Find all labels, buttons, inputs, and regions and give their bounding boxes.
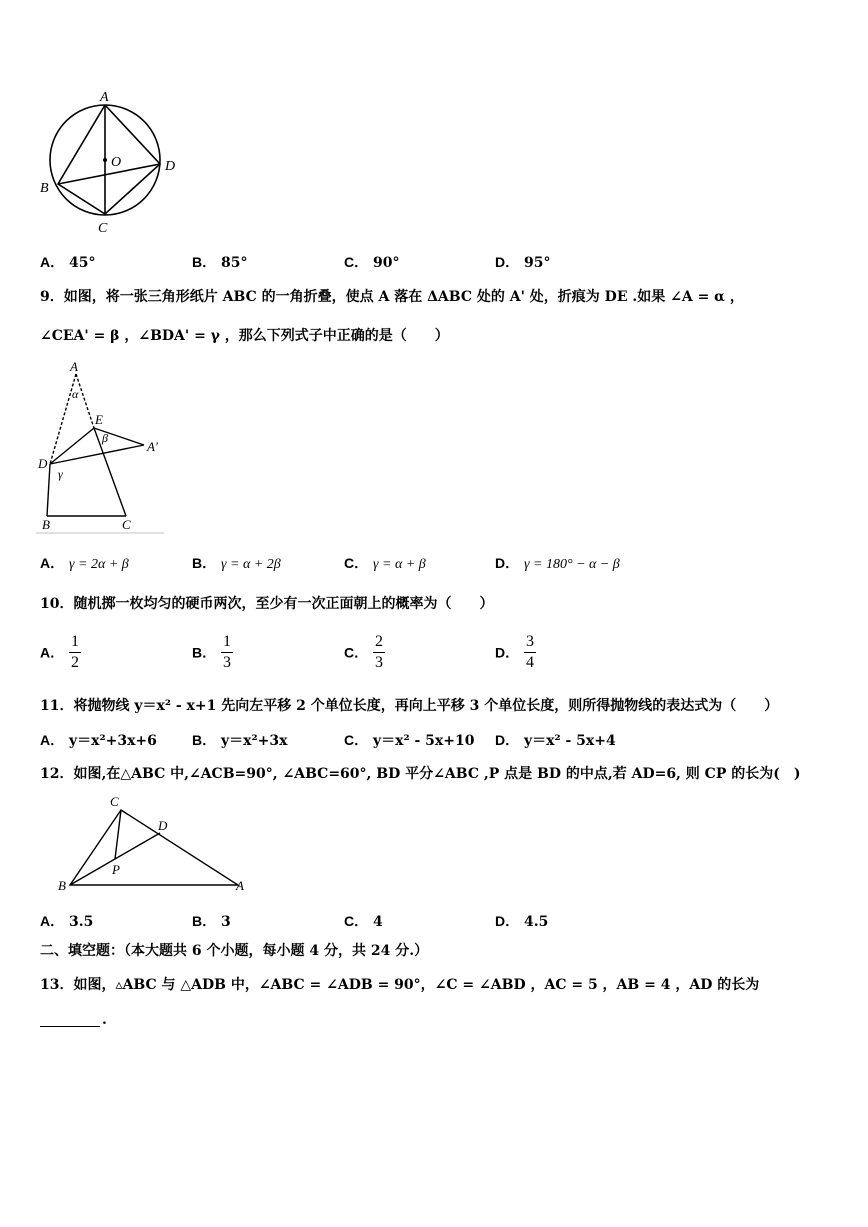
q8-option-b: B． 85° [192, 254, 248, 271]
q8-option-a: A． 45° [40, 254, 96, 271]
q10-stem: 10．随机掷一枚均匀的硬币两次，至少有一次正面朝上的概率为（ ） [40, 596, 494, 612]
q11-option-d: D． y＝x² - 5x+4 [495, 732, 616, 749]
q9-label-C: C [122, 517, 131, 532]
q10-option-d: D． $\frac{3}{4}$ [495, 633, 534, 671]
q8-option-c: C． 90° [344, 254, 400, 271]
q9-label-beta: β [102, 431, 108, 445]
q9-stem-line2: ∠CEA' = β ，∠BDA' = γ ，那么下列式子中正确的是（ ） [40, 328, 449, 344]
q10-option-c: C． $\frac{2}{3}$ [344, 633, 383, 671]
q11-option-b: B． y＝x²+3x [192, 732, 288, 749]
q11-stem: 11．将抛物线 y＝x² - x+1 先向左平移 2 个单位长度，再向上平移 3 个单位长度，则所得抛物线的表达式为（ ） [40, 698, 779, 714]
q12-option-b: B． 3 [192, 913, 231, 930]
q12-label-C: C [110, 794, 119, 809]
q13-tail: . [102, 1012, 107, 1028]
q9-label-Aprime: A' [147, 439, 158, 454]
q9-option-a: A． γ = 2α + β [40, 555, 129, 572]
q8-label-A: A [100, 90, 109, 105]
q9-label-E: E [95, 412, 103, 427]
q9-label-A: A [70, 359, 78, 374]
q9-fold-figure [36, 358, 166, 538]
q12-label-A: A [236, 878, 244, 893]
q10-fraction-c: $\frac{2}{3}$ [375, 633, 383, 671]
q12-label-D: D [158, 818, 168, 833]
q9-label-B: B [42, 517, 50, 532]
q13-stem: 13．如图，▵ABC 与 △ADB 中，∠ABC = ∠ADB = 90°，∠C = ∠ABD ，AC = 5 ，AB = 4 ，AD 的长为 [40, 977, 760, 993]
q12-stem: 12．如图,在△ABC 中,∠ACB=90°, ∠ABC=60°, BD 平分∠ABC ,P 点是 BD 的中点,若 AD=6, 则 CP 的长为( ) [40, 766, 801, 782]
q12-label-B: B [58, 878, 66, 893]
q13-answer-blank[interactable] [40, 1012, 100, 1027]
section-fill-in-title: 二、填空题：（本大题共 6 个小题，每小题 4 分，共 24 分.） [40, 943, 429, 959]
q8-label-D: D [165, 159, 176, 174]
q10-fraction-b: $\frac{1}{3}$ [223, 633, 231, 671]
q9-option-b: B． γ = α + 2β [192, 555, 281, 572]
q10-option-a: A． $\frac{1}{2}$ [40, 633, 79, 671]
q8-label-O: O [111, 155, 122, 170]
q9-option-c: C． γ = α + β [344, 555, 426, 572]
q12-label-P: P [112, 862, 120, 877]
q9-label-alpha: α [72, 387, 79, 401]
q10-fraction-a: $\frac{1}{2}$ [71, 633, 79, 671]
q12-triangle-figure [56, 790, 256, 895]
q9-option-d: D． γ = 180° − α − β [495, 555, 620, 572]
q12-option-c: C． 4 [344, 913, 383, 930]
q8-label-B: B [40, 181, 49, 196]
q12-option-d: D． 4.5 [495, 913, 549, 930]
q11-option-a: A． y＝x²+3x+6 [40, 732, 157, 749]
q9-label-D: D [38, 456, 48, 471]
q11-option-c: C． y＝x² - 5x+10 [344, 732, 475, 749]
q10-fraction-d: $\frac{3}{4}$ [526, 633, 534, 671]
q9-stem-line1: 9．如图，将一张三角形纸片 ABC 的一角折叠，使点 A 落在 ΔABC 处的 A' 处，折痕为 DE .如果 ∠A = α ， [40, 289, 744, 305]
q8-circle-figure [36, 88, 186, 238]
q9-label-gamma: γ [58, 467, 63, 481]
q8-option-d: D． 95° [495, 254, 551, 271]
q8-label-C: C [98, 221, 108, 236]
q10-option-b: B． $\frac{1}{3}$ [192, 633, 231, 671]
q12-option-a: A． 3.5 [40, 913, 94, 930]
